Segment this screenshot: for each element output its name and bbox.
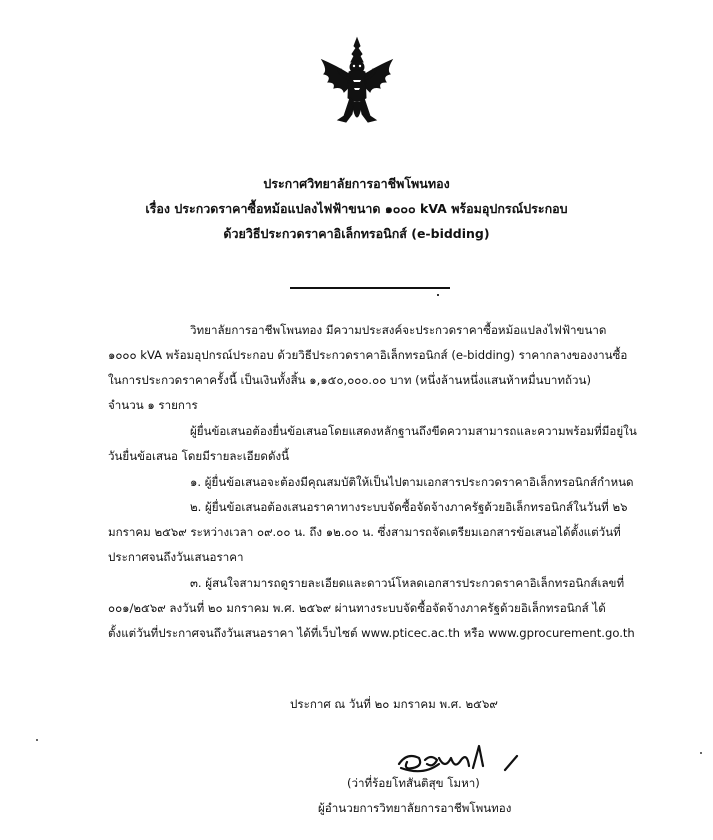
item-3-line-1: ๓. ผู้สนใจสามารถดูรายละเอียดและดาวน์โหลดเอกสารประกวดราคาอิเล็กทรอนิกส์เลขที่ [190, 576, 625, 590]
procurement-method: ด้วยวิธีประกวดราคาอิเล็กทรอนิกส์ (e-bidding) [223, 226, 490, 241]
item-2-line-3: ประกาศจนถึงวันเสนอราคา [108, 550, 244, 564]
signatory-title: ผู้อำนวยการวิทยาลัยการอาชีพโพนทอง [318, 801, 512, 815]
announcement-date: ประกาศ ณ วันที่ ๒๐ มกราคม พ.ศ. ๒๕๖๙ [290, 697, 498, 711]
item-3-line-3: ตั้งแต่วันที่ประกาศจนถึงวันเสนอราคา ได้ที่เว็บไซต์ www.pticec.ac.th หรือ www.gprocurement.go.th [108, 626, 635, 640]
paragraph-1-line-2: ๑๐๐๐ kVA พร้อมอุปกรณ์ประกอบ ด้วยวิธีประกวดราคาอิเล็กทรอนิกส์ (e-bidding) ราคากลางของงานซื้อ [108, 348, 628, 362]
item-2-line-1: ๒. ผู้ยื่นข้อเสนอต้องเสนอราคาทางระบบจัดซื้อจัดจ้างภาครัฐด้วยอิเล็กทรอนิกส์ในวันที่ ๒๖ [190, 500, 628, 514]
item-2-line-2: มกราคม ๒๕๖๙ ระหว่างเวลา ๐๙.๐๐ น. ถึง ๑๒.๐๐ น. ซึ่งสามารถจัดเตรียมเอกสารข้อเสนอได้ตั้งแต่วันที่ [108, 525, 621, 539]
announcement-title: ประกาศวิทยาลัยการอาชีพโพนทอง [263, 176, 450, 191]
garuda-emblem-icon [316, 36, 398, 136]
speck [36, 739, 38, 741]
signatory-name: (ว่าที่ร้อยโทสันติสุข โมหา) [347, 776, 480, 790]
speck [437, 294, 439, 296]
paragraph-2-line-2: วันยื่นข้อเสนอ โดยมีรายละเอียดดังนี้ [108, 449, 290, 463]
paragraph-1-line-3: ในการประกวดราคาครั้งนี้ เป็นเงินทั้งสิ้น ๑,๑๕๐,๐๐๐.๐๐ บาท (หนึ่งล้านหนึ่งแสนห้าหมื่นบาทถ้วน) [108, 373, 591, 387]
paragraph-1-line-1: วิทยาลัยการอาชีพโพนทอง มีความประสงค์จะประกวดราคาซื้อหม้อแปลงไฟฟ้าขนาด [190, 323, 607, 337]
speck [700, 752, 702, 754]
item-1: ๑. ผู้ยื่นข้อเสนอจะต้องมีคุณสมบัติให้เป็นไปตามเอกสารประกวดราคาอิเล็กทรอนิกส์กำหนด [190, 475, 634, 489]
paragraph-1-line-4: จำนวน ๑ รายการ [108, 398, 198, 412]
item-3-line-2: ๐๐๑/๒๕๖๙ ลงวันที่ ๒๐ มกราคม พ.ศ. ๒๕๖๙ ผ่านทางระบบจัดซื้อจัดจ้างภาครัฐด้วยอิเล็กทรอนิกส์ ได้ [108, 601, 606, 615]
paragraph-2-line-1: ผู้ยื่นข้อเสนอต้องยื่นข้อเสนอโดยแสดงหลักฐานถึงขีดความสามารถและความพร้อมที่มีอยู่ใน [190, 424, 637, 438]
announcement-subject: เรื่อง ประกวดราคาซื้อหม้อแปลงไฟฟ้าขนาด ๑๐๐๐ kVA พร้อมอุปกรณ์ประกอบ [145, 201, 568, 216]
title-divider [290, 287, 450, 289]
